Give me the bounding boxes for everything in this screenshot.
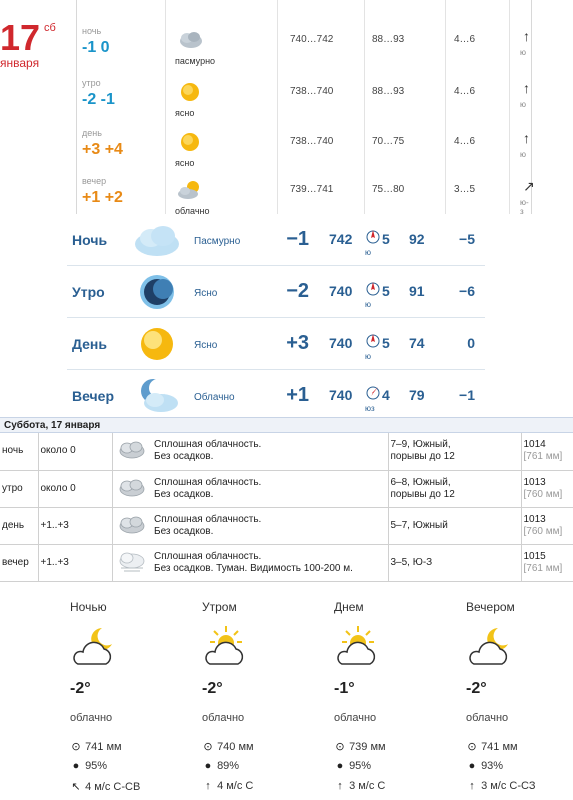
weather-desc: облачно	[70, 712, 113, 724]
pressure-mm: [761 мм]	[523, 562, 563, 574]
forecast-column-night	[70, 588, 200, 800]
forecast-column-day	[334, 588, 464, 800]
humidity-line	[466, 760, 503, 772]
forecast-table	[0, 433, 573, 582]
forecast-row-night	[76, 26, 532, 78]
wind-direction: ю	[520, 150, 526, 159]
wind-arrow-icon: ↑	[469, 780, 475, 792]
pressure-value: 740…742	[290, 34, 334, 45]
pressure-value: 739…741	[290, 184, 334, 195]
temperature: -2°	[466, 680, 487, 697]
forecast-column-morning	[202, 588, 332, 800]
pressure-value: 738…740	[290, 86, 334, 97]
period-label: Вечер	[72, 388, 115, 404]
wind-direction: ю	[520, 48, 526, 57]
pressure-line	[202, 740, 254, 753]
humidity-value: 88…93	[372, 86, 405, 97]
sun-cloud-icon	[202, 624, 250, 670]
humidity-value: 89%	[217, 760, 240, 772]
pressure-value: 739 мм	[349, 741, 386, 753]
wind-arrow-icon: ↑	[523, 28, 530, 44]
table-row	[0, 433, 573, 470]
weather-desc: ясно	[175, 108, 195, 118]
wind-compass-icon	[366, 384, 380, 406]
humidity-value: 91	[409, 283, 425, 299]
temperature: −1	[286, 228, 309, 250]
date-month: января	[0, 56, 40, 70]
forecast-column-evening	[466, 588, 573, 800]
humidity-line	[70, 760, 107, 772]
wind-speed-value: 4…6	[454, 34, 476, 45]
wind-compass-icon	[366, 332, 380, 354]
temperature-cell: около 0	[38, 433, 112, 470]
feels-like-value: −6	[459, 283, 475, 299]
wind-direction: ю	[365, 248, 371, 257]
weather-desc: Ясно	[194, 288, 218, 299]
temperature-range: +1 +2	[82, 189, 123, 206]
period-label: День	[72, 336, 107, 352]
temperature: +3	[286, 332, 309, 354]
weather-desc: облачно	[202, 712, 245, 724]
moon-icon	[133, 272, 181, 312]
humidity-value: 79	[409, 387, 425, 403]
period-label: ночь	[82, 26, 102, 36]
wind-value: 4 м/с С	[217, 780, 254, 792]
wind-line	[70, 780, 140, 793]
pressure-line	[334, 740, 386, 753]
wind-compass-icon	[366, 228, 380, 250]
overcast-icon	[117, 513, 147, 535]
forecast-widget-1	[0, 0, 573, 214]
pressure-icon: ⊙	[467, 741, 477, 753]
table-row	[0, 507, 573, 544]
period-cell: вечер	[0, 544, 38, 581]
period-cell: ночь	[0, 433, 38, 470]
period-label: Ночь	[72, 232, 108, 248]
humidity-line	[334, 760, 371, 772]
period-label: вечер	[82, 176, 107, 186]
wind-speed-value: 5	[382, 283, 390, 299]
table-header-date: Суббота, 17 января	[0, 417, 573, 433]
wind-direction: ю	[520, 100, 526, 109]
table-row	[0, 470, 573, 507]
wind-direction: ю	[365, 300, 371, 309]
weather-desc-line1: Сплошная облачность.	[154, 476, 262, 488]
pressure-icon: ⊙	[203, 741, 213, 753]
weather-desc-line2: Без осадков. Туман. Видимость 100-200 м.	[154, 562, 353, 574]
feels-like-value: −5	[459, 231, 475, 247]
humidity-value: 95%	[349, 760, 372, 772]
weather-desc: Пасмурно	[194, 236, 241, 247]
overcast-icon	[117, 476, 147, 498]
pressure-value: 741 мм	[85, 741, 122, 753]
wind-direction: юз	[365, 404, 375, 413]
temperature-range: +3 +4	[82, 141, 123, 158]
feels-like-value: 0	[467, 335, 475, 351]
temperature-cell: +1..+3	[38, 544, 112, 581]
forecast-row-day	[67, 318, 485, 370]
humidity-value: 92	[409, 231, 425, 247]
overcast-icon	[117, 438, 147, 460]
droplet-icon: ●	[204, 760, 212, 772]
moon-cloud-icon	[133, 376, 181, 416]
pressure-value: 742	[329, 231, 353, 247]
wind-direction: ю	[365, 352, 371, 361]
forecast-widget-4	[0, 588, 573, 800]
weather-desc: пасмурно	[175, 56, 216, 66]
wind-value: 3 м/с С	[349, 780, 386, 792]
date-number: 17	[0, 17, 41, 58]
period-title: Утром	[202, 600, 237, 614]
pressure-hpa: 1013	[523, 476, 546, 488]
wind-line	[202, 780, 253, 792]
forecast-row-morning	[76, 78, 532, 130]
forecast-row-night	[67, 214, 485, 266]
pressure-hpa: 1014	[523, 439, 546, 451]
cloud-icon	[133, 220, 181, 260]
weather-desc-line2: Без осадков.	[154, 488, 214, 500]
sun-icon	[176, 80, 204, 104]
temperature: -2°	[70, 680, 91, 697]
period-label: день	[82, 128, 102, 138]
temperature-range: -1 0	[82, 39, 110, 56]
period-cell: утро	[0, 470, 38, 507]
wind-speed-value: 5	[382, 335, 390, 351]
weather-desc-line1: Сплошная облачность.	[154, 550, 262, 562]
fog-icon	[117, 550, 147, 572]
wind-value: 3 м/с С-СЗ	[481, 780, 536, 792]
droplet-icon: ●	[336, 760, 344, 772]
pressure-value: 740	[329, 283, 353, 299]
pressure-value: 738…740	[290, 136, 334, 147]
sun-icon	[176, 130, 204, 154]
wind-line1: 6–8, Южный,	[390, 476, 451, 488]
temperature-cell: +1..+3	[38, 507, 112, 544]
wind-speed-value: 4	[382, 387, 390, 403]
pressure-mm: [761 мм]	[523, 451, 563, 463]
temperature: -2°	[202, 680, 223, 697]
period-cell: день	[0, 507, 38, 544]
forecast-row-day	[76, 128, 532, 180]
pressure-mm: [760 мм]	[523, 525, 563, 537]
weather-desc-line2: Без осадков.	[154, 525, 214, 537]
wind-line2: порывы до 12	[390, 488, 455, 500]
pressure-mm: [760 мм]	[523, 488, 563, 500]
pressure-value: 740	[329, 387, 353, 403]
sun-icon	[133, 324, 181, 364]
period-title: Ночью	[70, 600, 107, 614]
humidity-value: 75…80	[372, 184, 405, 195]
wind-speed-value: 3…5	[454, 184, 476, 195]
temperature-cell: около 0	[38, 470, 112, 507]
feels-like-value: −1	[459, 387, 475, 403]
humidity-line	[202, 760, 239, 772]
moon-cloud-icon	[70, 624, 118, 670]
droplet-icon: ●	[72, 760, 80, 772]
weather-desc-line2: Без осадков.	[154, 451, 214, 463]
pressure-hpa: 1015	[523, 550, 546, 562]
wind-speed-value: 4…6	[454, 86, 476, 97]
pressure-value: 740 мм	[217, 741, 254, 753]
wind-arrow-icon: ↖	[71, 781, 81, 793]
weather-desc: облачно	[334, 712, 377, 724]
pressure-value: 740	[329, 335, 353, 351]
weather-desc: облачно	[466, 712, 509, 724]
pressure-line	[70, 740, 122, 753]
period-title: Днем	[334, 600, 364, 614]
humidity-value: 93%	[481, 760, 504, 772]
pressure-value: 741 мм	[481, 741, 518, 753]
weather-desc: Облачно	[194, 392, 235, 403]
period-label: утро	[82, 78, 101, 88]
wind-arrow-icon: ↗	[523, 178, 535, 194]
wind-arrow-icon: ↑	[523, 80, 530, 96]
wind-line1: 3–5, Ю-З	[390, 556, 433, 568]
forecast-table-widget	[0, 417, 573, 585]
forecast-row-morning	[67, 266, 485, 318]
wind-arrow-icon: ↑	[337, 780, 343, 792]
temperature: −2	[286, 280, 309, 302]
pressure-hpa: 1013	[523, 513, 546, 525]
wind-speed-value: 4…6	[454, 136, 476, 147]
cloud-icon	[176, 28, 204, 52]
forecast-row-evening	[67, 370, 485, 422]
wind-arrow-icon: ↑	[523, 130, 530, 146]
pressure-line	[466, 740, 518, 753]
wind-line1: 5–7, Южный	[390, 519, 448, 531]
weather-desc: ясно	[175, 158, 195, 168]
wind-line2: порывы до 12	[390, 451, 455, 463]
table-row	[0, 544, 573, 581]
humidity-value: 95%	[85, 760, 108, 772]
sun-cloud-icon	[334, 624, 382, 670]
wind-arrow-icon: ↑	[205, 780, 211, 792]
humidity-value: 74	[409, 335, 425, 351]
wind-line	[466, 780, 535, 792]
date-weekday: сб	[44, 22, 56, 34]
weather-desc: Ясно	[194, 340, 218, 351]
humidity-value: 88…93	[372, 34, 405, 45]
wind-value: 4 м/с С-СВ	[85, 781, 141, 793]
weather-desc-line1: Сплошная облачность.	[154, 513, 262, 525]
pressure-icon: ⊙	[335, 741, 345, 753]
moon-cloud-icon	[466, 624, 514, 670]
temperature: +1	[286, 384, 309, 406]
wind-line1: 7–9, Южный,	[390, 439, 451, 451]
period-title: Вечером	[466, 600, 515, 614]
droplet-icon: ●	[468, 760, 476, 772]
temperature-range: -2 -1	[82, 91, 115, 108]
wind-speed-value: 5	[382, 231, 390, 247]
sun-cloud-icon	[176, 178, 204, 202]
weather-desc: облачно	[175, 206, 210, 216]
wind-compass-icon	[366, 280, 380, 302]
period-label: Утро	[72, 284, 105, 300]
temperature: -1°	[334, 680, 355, 697]
wind-line	[334, 780, 385, 792]
weather-desc-line1: Сплошная облачность.	[154, 439, 262, 451]
wind-direction: ю-з	[520, 198, 529, 216]
humidity-value: 70…75	[372, 136, 405, 147]
forecast-widget-2	[67, 214, 485, 414]
pressure-icon: ⊙	[71, 741, 81, 753]
